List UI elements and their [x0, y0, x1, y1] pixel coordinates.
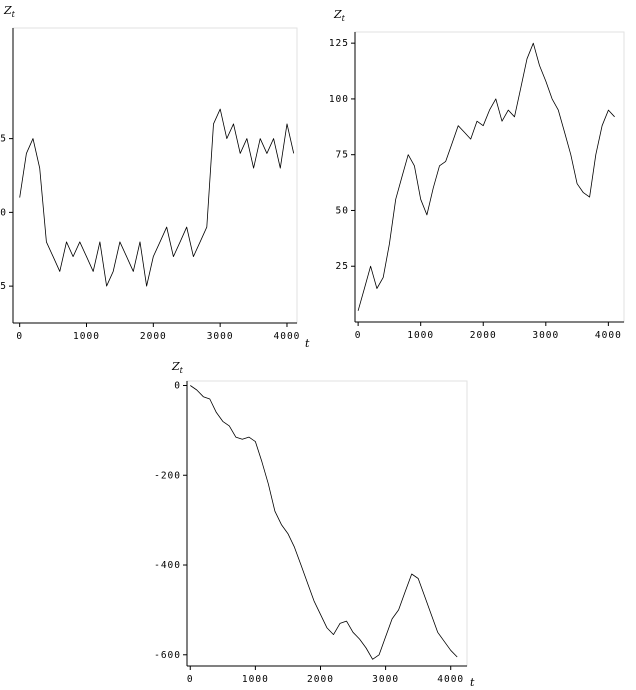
x-tick-label: 1000	[407, 330, 435, 341]
plot-frame	[13, 28, 297, 323]
y-axis-title-sub: t	[179, 366, 183, 375]
x-tick-label: 2000	[469, 330, 497, 341]
axes	[355, 32, 624, 322]
x-tick-label: 4000	[594, 330, 622, 341]
axes	[187, 381, 467, 666]
x-tick-label: 4000	[273, 331, 301, 342]
axes	[13, 28, 297, 323]
y-tick-label: 125	[328, 38, 349, 50]
y-tick-label: -200	[154, 470, 181, 482]
y-axis-title	[3, 4, 16, 19]
y-tick-label: 5	[0, 281, 7, 293]
x-tick-label: 2000	[307, 674, 334, 685]
x-tick-label: 0	[354, 330, 362, 341]
x-tick-label: 4000	[437, 674, 465, 685]
ticks	[329, 38, 622, 341]
plot-frame	[187, 381, 467, 666]
series-line	[190, 386, 457, 660]
y-tick-label: 50	[335, 205, 349, 217]
chart-1	[0, 0, 318, 352]
x-tick-label: 0	[186, 674, 194, 685]
y-axis-title-sub: t	[341, 14, 345, 23]
x-tick-label: 3000	[532, 330, 560, 341]
y-axis-title-main: Z	[172, 360, 180, 373]
x-tick-label: 3000	[372, 674, 400, 685]
y-tick-label: 25	[335, 261, 349, 273]
x-tick-label: 3000	[206, 331, 234, 342]
y-axis-title	[333, 8, 346, 23]
y-tick-label: -600	[154, 649, 181, 661]
y-tick-label: 75	[335, 149, 349, 161]
y-tick-label: 0	[0, 207, 7, 219]
y-tick-label: 100	[328, 93, 349, 105]
x-tick-label: 2000	[139, 331, 167, 342]
chart-3	[150, 352, 480, 690]
ticks	[154, 380, 464, 685]
ticks	[0, 134, 300, 342]
y-axis-title-main: Z	[4, 4, 12, 17]
y-tick-label: -400	[154, 560, 181, 572]
chart-2	[318, 0, 636, 352]
y-axis-title-sub: t	[11, 10, 15, 19]
y-tick-label: 5	[0, 133, 7, 145]
x-tick-label: 0	[16, 331, 24, 342]
plot-frame	[355, 32, 624, 322]
x-axis-title: t	[305, 337, 310, 350]
x-axis-title: t	[470, 676, 475, 689]
x-tick-label: 1000	[73, 331, 100, 342]
series-line	[358, 43, 614, 311]
y-tick-label: 0	[174, 380, 181, 392]
series-line	[20, 109, 294, 286]
x-tick-label: 1000	[241, 674, 269, 685]
y-axis-title	[171, 360, 184, 375]
y-axis-title-main: Z	[334, 8, 342, 21]
